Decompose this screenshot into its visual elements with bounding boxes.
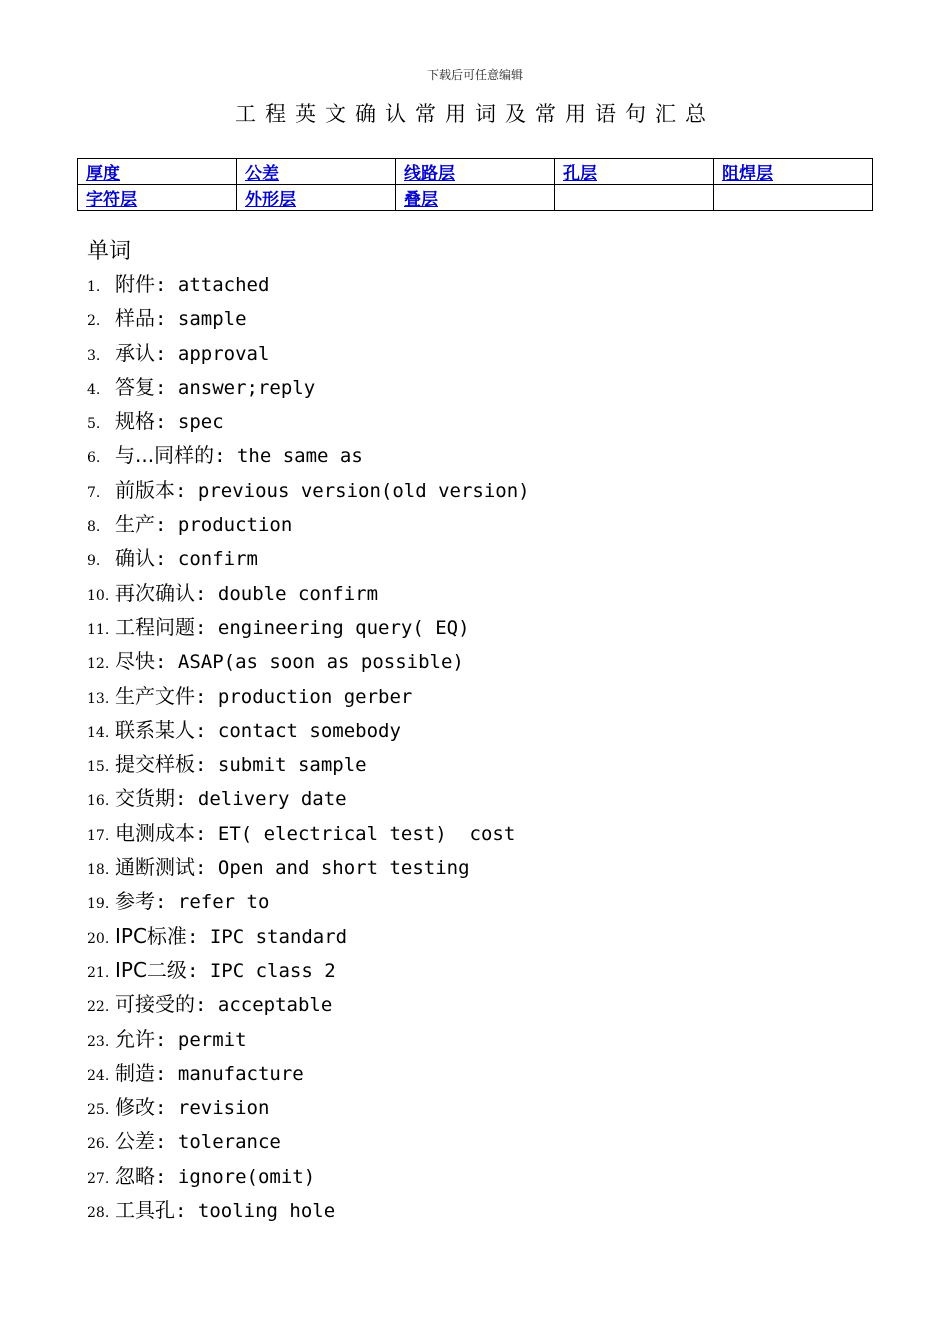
list-item	[87, 1193, 887, 1227]
link-solder-mask-layer[interactable]: 阻焊层	[722, 164, 773, 184]
table-cell	[396, 159, 555, 185]
table-cell	[237, 185, 396, 211]
list-item	[87, 301, 887, 335]
list-item	[87, 713, 887, 747]
item-number: 28.	[87, 1205, 110, 1222]
term-english: : attached	[155, 274, 270, 296]
list-item	[87, 438, 887, 472]
list-item	[87, 781, 887, 815]
link-circuit-layer[interactable]: 线路层	[404, 164, 455, 184]
item-number: 25.	[87, 1102, 110, 1119]
item-number: 11.	[87, 621, 110, 638]
item-number: 21.	[87, 964, 110, 981]
page-title: 工程英文确认常用词及常用语句汇总	[235, 102, 715, 126]
term-chinese: 规格	[115, 409, 155, 434]
list-item	[87, 919, 887, 953]
table-cell	[78, 185, 237, 211]
list-item	[87, 1124, 887, 1158]
list-item	[87, 370, 887, 404]
item-number: 5.	[87, 416, 101, 433]
term-chinese: 确认	[115, 546, 155, 571]
list-item	[87, 850, 887, 884]
table-row	[78, 185, 873, 211]
term-chinese: 承认	[115, 340, 155, 365]
term-english: : double confirm	[195, 582, 379, 605]
item-number: 9.	[87, 553, 101, 570]
item-number: 27.	[87, 1170, 110, 1187]
item-number: 15.	[87, 759, 110, 776]
term-english: : answer;reply	[155, 376, 316, 399]
list-item	[87, 267, 887, 301]
link-hole-layer[interactable]: 孔层	[563, 164, 597, 184]
list-item	[87, 953, 887, 987]
link-silkscreen-layer[interactable]: 字符层	[86, 190, 137, 210]
item-number: 18.	[87, 862, 110, 879]
term-english: : spec	[155, 411, 224, 434]
list-item	[87, 473, 887, 507]
term-chinese: 交货期	[115, 786, 175, 811]
term-chinese: 与...同样的	[115, 443, 215, 468]
term-english: : production gerber	[195, 685, 413, 708]
term-english: : ASAP(as soon as possible)	[155, 651, 464, 674]
item-number: 17.	[87, 827, 110, 844]
term-english: : previous version(old version)	[175, 479, 530, 502]
list-item	[87, 1022, 887, 1056]
term-english: : ignore(omit)	[155, 1165, 316, 1188]
list-item	[87, 576, 887, 610]
term-chinese: IPC标准	[115, 923, 187, 948]
term-chinese: 参考	[115, 889, 155, 914]
word-list	[87, 267, 887, 1227]
item-number: 23.	[87, 1033, 110, 1050]
term-chinese: 附件	[115, 272, 155, 296]
term-english: : submit sample	[195, 754, 367, 777]
item-number: 4.	[87, 381, 101, 398]
term-chinese: 前版本	[115, 477, 175, 502]
list-item	[87, 987, 887, 1021]
term-chinese: 生产文件	[115, 683, 195, 708]
term-english: : sample	[155, 308, 247, 331]
item-number: 10.	[87, 587, 110, 604]
term-chinese: 答复	[115, 374, 155, 399]
term-chinese: IPC二级	[115, 957, 187, 982]
term-chinese: 样品	[115, 306, 155, 331]
list-item	[87, 644, 887, 678]
list-item	[87, 404, 887, 438]
link-tolerance[interactable]: 公差	[245, 164, 279, 184]
term-english: : approval	[155, 342, 270, 365]
table-cell	[555, 159, 714, 185]
term-chinese: 联系某人	[115, 717, 195, 742]
term-chinese: 允许	[115, 1026, 155, 1051]
term-english: : tooling hole	[175, 1200, 336, 1223]
list-item	[87, 1056, 887, 1090]
item-number: 20.	[87, 930, 110, 947]
term-english: : manufacture	[155, 1062, 304, 1085]
term-english: : tolerance	[155, 1131, 281, 1154]
list-item	[87, 610, 887, 644]
link-outline-layer[interactable]: 外形层	[245, 190, 296, 210]
item-number: 19.	[87, 896, 110, 913]
term-english: : engineering query( EQ)	[195, 616, 470, 639]
list-item	[87, 336, 887, 370]
term-chinese: 尽快	[115, 649, 155, 674]
term-chinese: 生产	[115, 512, 155, 537]
term-chinese: 忽略	[115, 1163, 155, 1188]
term-english: : Open and short testing	[195, 857, 470, 880]
section-heading: 单词	[87, 239, 132, 264]
term-chinese: 工程问题	[115, 614, 195, 639]
item-number: 1.	[87, 279, 101, 295]
item-number: 24.	[87, 1067, 110, 1084]
item-number: 7.	[87, 484, 101, 501]
item-number: 22.	[87, 999, 110, 1016]
table-cell	[396, 185, 555, 211]
link-stackup[interactable]: 叠层	[404, 190, 438, 210]
table-cell-empty	[555, 185, 714, 211]
term-chinese: 电测成本	[115, 820, 195, 845]
term-english: : delivery date	[175, 788, 347, 811]
term-chinese: 再次确认	[115, 580, 195, 605]
table-cell	[237, 159, 396, 185]
list-item	[87, 507, 887, 541]
term-chinese: 可接受的	[115, 992, 195, 1017]
item-number: 14.	[87, 724, 110, 741]
list-item	[87, 1090, 887, 1124]
list-item	[87, 679, 887, 713]
link-thickness[interactable]: 厚度	[86, 164, 120, 184]
item-number: 3.	[87, 347, 101, 364]
term-english: : ET( electrical test) cost	[195, 822, 516, 845]
term-english: : the same as	[214, 445, 363, 468]
item-number: 13.	[87, 690, 110, 707]
list-item	[87, 816, 887, 850]
term-english: : acceptable	[195, 994, 333, 1017]
table-cell	[714, 159, 873, 185]
term-english: : confirm	[155, 548, 258, 571]
item-number: 12.	[87, 656, 110, 673]
item-number: 16.	[87, 793, 110, 810]
item-number: 26.	[87, 1136, 110, 1153]
list-item	[87, 884, 887, 918]
term-chinese: 修改	[115, 1095, 155, 1120]
term-chinese: 通断测试	[115, 855, 195, 880]
term-english: : permit	[155, 1028, 247, 1051]
term-chinese: 公差	[115, 1129, 155, 1154]
item-number: 2.	[87, 313, 101, 330]
section-link-table	[77, 158, 873, 211]
term-chinese: 制造	[115, 1060, 155, 1085]
term-english: : IPC standard	[186, 925, 348, 948]
term-chinese: 提交样板	[115, 752, 195, 777]
item-number: 8.	[87, 519, 101, 536]
term-chinese: 工具孔	[115, 1198, 175, 1223]
item-number: 6.	[87, 450, 101, 467]
term-english: : contact somebody	[195, 719, 401, 742]
list-item	[87, 747, 887, 781]
table-cell	[78, 159, 237, 185]
table-row	[78, 159, 873, 185]
list-item	[87, 1159, 887, 1193]
term-english: : revision	[155, 1097, 270, 1120]
list-item	[87, 541, 887, 575]
table-cell-empty	[714, 185, 873, 211]
term-english: : refer to	[155, 891, 270, 914]
term-english: : IPC class 2	[186, 959, 336, 982]
header-note: 下载后可任意编辑	[426, 68, 523, 82]
term-english: : production	[155, 514, 293, 537]
